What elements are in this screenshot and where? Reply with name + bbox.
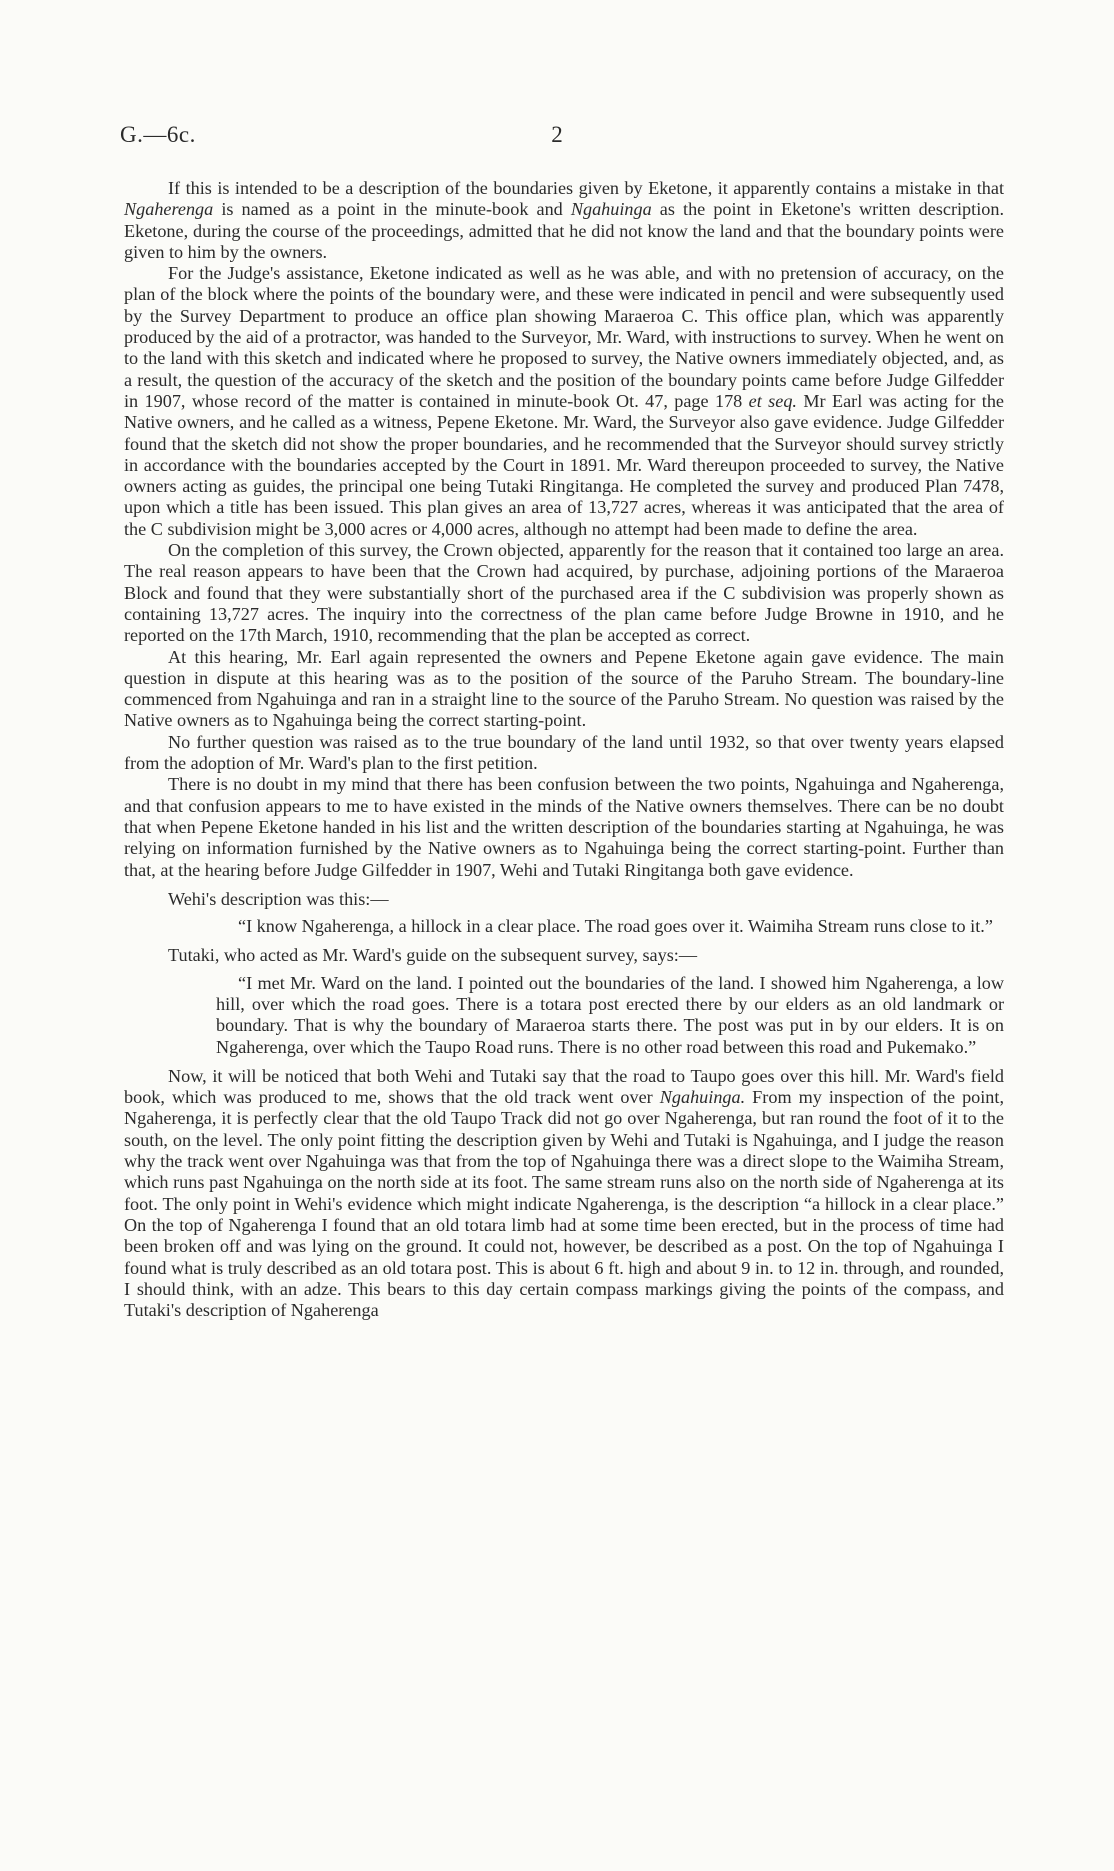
paragraph-text: Now, it will be noticed that both Wehi and Tutaki say that the road to Taupo goes over this hill. Mr. Ward's field book, which was produced to me, shows that the old track went over [124,1065,1004,1108]
quote-introduction [124,945,1004,966]
paragraph-text: as the point in Eketone's written description. Eketone, during the course of the proceedings, admitted that he did not know the land and that the boundary points were given to him by the owners. [124,199,1004,262]
page-header [0,122,1114,156]
body-paragraph [124,1066,1004,1322]
paragraph-text: At this hearing, Mr. Earl again represented the owners and Pepene Eketone again gave evidence. The main question in dispute at this hearing was as to the position of the source of the Paruho Stream. The boundary-line commenced from Ngahuinga and ran in a straight line to the source of the Paruho Stream. No question was raised by the Native owners as to Ngahuinga being the correct starting-point. [124,646,1004,731]
paragraph-text: On the completion of this survey, the Crown objected, apparently for the reason that it contained too large an area. The real reason appears to have been that the Crown had acquired, by purchase, adjoining portions of the Maraeroa Block and found that they were substantially short of the purchased area if the C subdivision was properly shown as containing 13,727 acres. The inquiry into the correctness of the plan came before Judge Browne in 1910, and he reported on the 17th March, 1910, recommending that the plan be accepted as correct. [124,540,1004,646]
paragraph-text: “I met Mr. Ward on the land. I pointed out the boundaries of the land. I showed him Ngaherenga, a low hill, over which the road goes. There is a totara post erected there by our elders as an old landmark or boundary. That is why the boundary of Maraeroa starts there. The post was put in by our elders. It is on Ngaherenga, over which the Taupo Road runs. There is no other road between this road and Pukemako.” [216,972,1004,1057]
document-reference: G.—6c. [120,122,196,147]
block-quote [216,916,1004,937]
body-paragraph [124,263,1004,540]
document-body [124,178,1004,1321]
paragraph-text: Wehi's description was this:— [168,888,389,909]
paragraph-text: If this is intended to be a description of the boundaries given by Eketone, it apparently contains a mistake in that [168,178,1004,198]
italic-text: Ngahuinga [570,199,652,220]
body-paragraph [124,178,1004,263]
paragraph-text: Tutaki, who acted as Mr. Ward's guide on the subsequent survey, says:— [168,945,698,966]
paragraph-text: is named as a point in the minute-book and [213,199,571,220]
body-paragraph [124,732,1004,775]
block-quote [216,973,1004,1058]
italic-text: et seq. [748,390,797,411]
page-number: 2 [551,122,563,147]
quote-introduction [124,889,1004,910]
paragraph-text: No further question was raised as to the true boundary of the land until 1932, so that over twenty years elapsed from the adoption of Mr. Ward's plan to the first petition. [124,731,1004,774]
paragraph-text: From my inspection of the point, Ngaherenga, it is perfectly clear that the old Taupo Track did not go over Ngaherenga, but ran round the foot of it to the south, on the level. The only point fitting the description given by Wehi and Tutaki is Ngahuinga, and I judge the reason why the track went over Ngahuinga was that from the top of Ngahuinga there was a direct slope to the Waimiha Stream, which runs past Ngahuinga on the north side at its foot. The same stream runs also on the north side of Ngaherenga at its foot. The only point in Wehi's evidence which might indicate Ngaherenga, is the description “a hillock in a clear place.” On the top of Ngaherenga I found that an old totara limb had at some time been erected, but in the process of time had been broken off and was lying on the ground. It could not, however, be described as a post. On the top of Ngahuinga I found what is truly described as an old totara post. This is about 6 ft. high and about 9 in. to 12 in. through, and rounded, I should think, with an adze. This bears to this day certain compass markings giving the points of the compass, and Tutaki's description of Ngaherenga [124,1087,1005,1321]
body-paragraph [124,647,1004,732]
italic-text: Ngaherenga [124,199,214,220]
paragraph-text: “I know Ngaherenga, a hillock in a clear place. The road goes over it. Waimiha Stream runs close to it.” [238,916,993,937]
italic-text: Ngahuinga. [659,1087,746,1108]
paragraph-text: Mr Earl was acting for the Native owners, and he called as a witness, Pepene Eketone. Mr. Ward, the Surveyor also gave evidence. Judge Gilfedder found that the sketch did not show the proper boundaries, and he recommended that the Surveyor should survey strictly in accordance with the boundaries accepted by the Court in 1891. Mr. Ward thereupon proceeded to survey, the Native owners acting as guides, the principal one being Tutaki Ringitanga. He completed the survey and produced Plan 7478, upon which a title has been issued. This plan gives an area of 13,727 acres, whereas it was anticipated that the area of the C subdivision might be 3,000 acres or 4,000 acres, although no attempt had been made to define the area. [124,390,1004,539]
body-paragraph [124,540,1004,646]
paragraph-text: For the Judge's assistance, Eketone indicated as well as he was able, and with no pretension of accuracy, on the plan of the block where the points of the boundary were, and these were indicated in pencil and were subsequently used by the Survey Department to produce an office plan showing Maraeroa C. This office plan, which was apparently produced by the aid of a protractor, was handed to the Surveyor, Mr. Ward, with instructions to survey. When he went on to the land with this sketch and indicated where he proposed to survey, the Native owners immediately objected, and, as a result, the question of the accuracy of the sketch and the position of the boundary points came before Judge Gilfedder in 1907, whose record of the matter is contained in minute-book Ot. 47, page 178 [124,263,1004,411]
body-paragraph [124,774,1004,880]
paragraph-text: There is no doubt in my mind that there has been confusion between the two points, Ngahuinga and Ngaherenga, and that confusion appears to me to have existed in the minds of the Native owners themselves. There can be no doubt that when Pepene Eketone handed in his list and the written description of the boundaries starting at Ngahuinga, he was relying on information furnished by the Native owners as to Ngahuinga being the correct starting-point. Further than that, at the hearing before Judge Gilfedder in 1907, Wehi and Tutaki Ringitanga both gave evidence. [124,774,1004,880]
